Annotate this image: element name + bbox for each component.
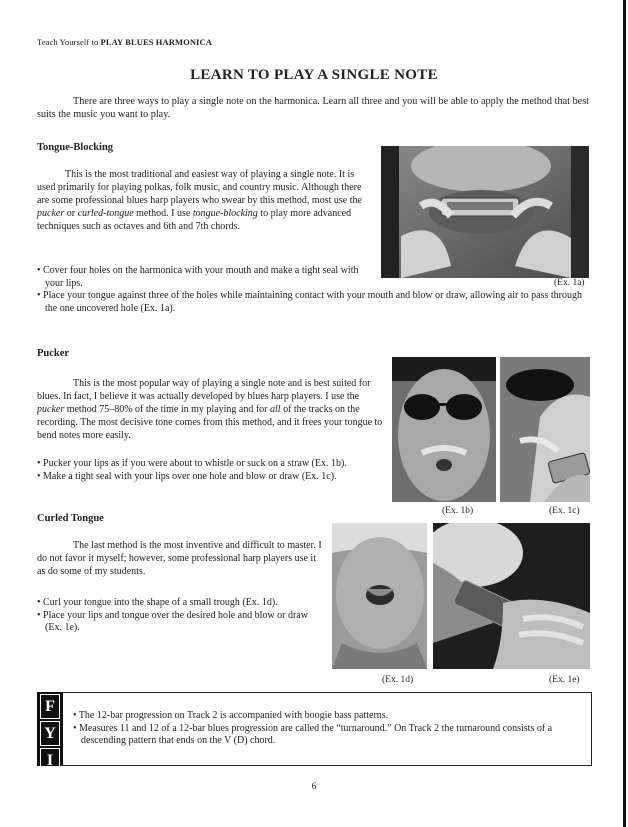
caption-ex-1b: (Ex. 1b)	[442, 506, 474, 516]
list-item: • Place your lips and tongue over the desired hole and blow or draw (Ex. 1e).	[37, 609, 308, 634]
fyi-letter: Y	[40, 721, 60, 746]
list-item: • Pucker your lips as if you were about to whistle or suck on a straw (Ex. 1b).	[37, 458, 347, 469]
fyi-letter: F	[40, 694, 60, 719]
intro-paragraph: There are three ways to play a single note on the harmonica. Learn all three and you will be able to apply the method that best suits the music you want to play.	[37, 96, 589, 120]
pucker-list	[37, 458, 397, 483]
caption-ex-1d: (Ex. 1d)	[382, 675, 414, 685]
pucker-heading: Pucker	[37, 348, 70, 359]
tongue-blocking-heading: Tongue-Blocking	[37, 142, 114, 153]
caption-ex-1c: (Ex. 1c)	[549, 506, 580, 516]
running-header-prefix: Teach Yourself to	[37, 37, 101, 47]
fyi-letter: I	[40, 748, 60, 773]
page-title: LEARN TO PLAY A SINGLE NOTE	[190, 67, 438, 83]
running-header	[37, 37, 212, 47]
photo-curled-side	[433, 523, 590, 669]
running-header-book-title: PLAY BLUES HARMONICA	[100, 37, 212, 47]
fyi-list	[73, 710, 578, 748]
photo-curled-front	[332, 523, 427, 669]
curled-tongue-paragraph: The last method is the most inventive and difficult to master. I do not favor it myself; however, some professional harp players use it as do some of my students.	[37, 540, 322, 577]
list-item: • Cover four holes on the harmonica with your mouth and make a tight seal with your lips.	[37, 265, 359, 289]
photo-tongue-blocking	[381, 146, 589, 278]
caption-ex-1e: (Ex. 1e)	[549, 675, 580, 685]
list-item: • Place your tongue against three of the holes while maintaining contact with your mouth and blow or draw, allowing air to pass through the one uncovered hole (Ex. 1a).	[37, 290, 582, 314]
caption-ex-1a: (Ex. 1a)	[554, 278, 585, 288]
tongue-blocking-paragraph: This is the most traditional and easiest way of playing a single note. It is used primarily for playing polkas, folk music, and country music. Although there are some professional blues harp players who swear by this method, most use the pucker or curled-tongue method. I use tongue-blocking to play more advanced techniques such as octaves and 6th and 7th chords.	[37, 169, 362, 232]
photo-pucker-front	[392, 357, 496, 502]
page-number: 6	[311, 782, 317, 792]
list-item: • Make a tight seal with your lips over one hole and blow or draw (Ex. 1c).	[37, 470, 337, 482]
curled-tongue-heading: Curled Tongue	[37, 513, 104, 524]
list-item: • The 12-bar progression on Track 2 is accompanied with boogie bass patterns.	[73, 710, 389, 721]
photo-pucker-side	[500, 357, 590, 502]
list-item: • Curl your tongue into the shape of a small trough (Ex. 1d).	[37, 597, 278, 608]
list-item: • Measures 11 and 12 of a 12-bar blues progression are called the “turnaround.” On Track 2 the turnaround consists of a descending pattern that ends on the V (D) chord.	[73, 722, 553, 747]
curled-tongue-list	[37, 597, 327, 635]
page-edge-border	[623, 0, 626, 827]
fyi-badge	[37, 692, 63, 769]
pucker-paragraph: This is the most popular way of playing a single note and is best suited for blues. In fact, I believe it was actually developed by blues harp players. I use the pucker method 75–80% of the time in my playing and for all of the tracks on the recording. The most decisive tone comes from this method, and it frees your tongue to bend notes more easily.	[37, 378, 383, 441]
